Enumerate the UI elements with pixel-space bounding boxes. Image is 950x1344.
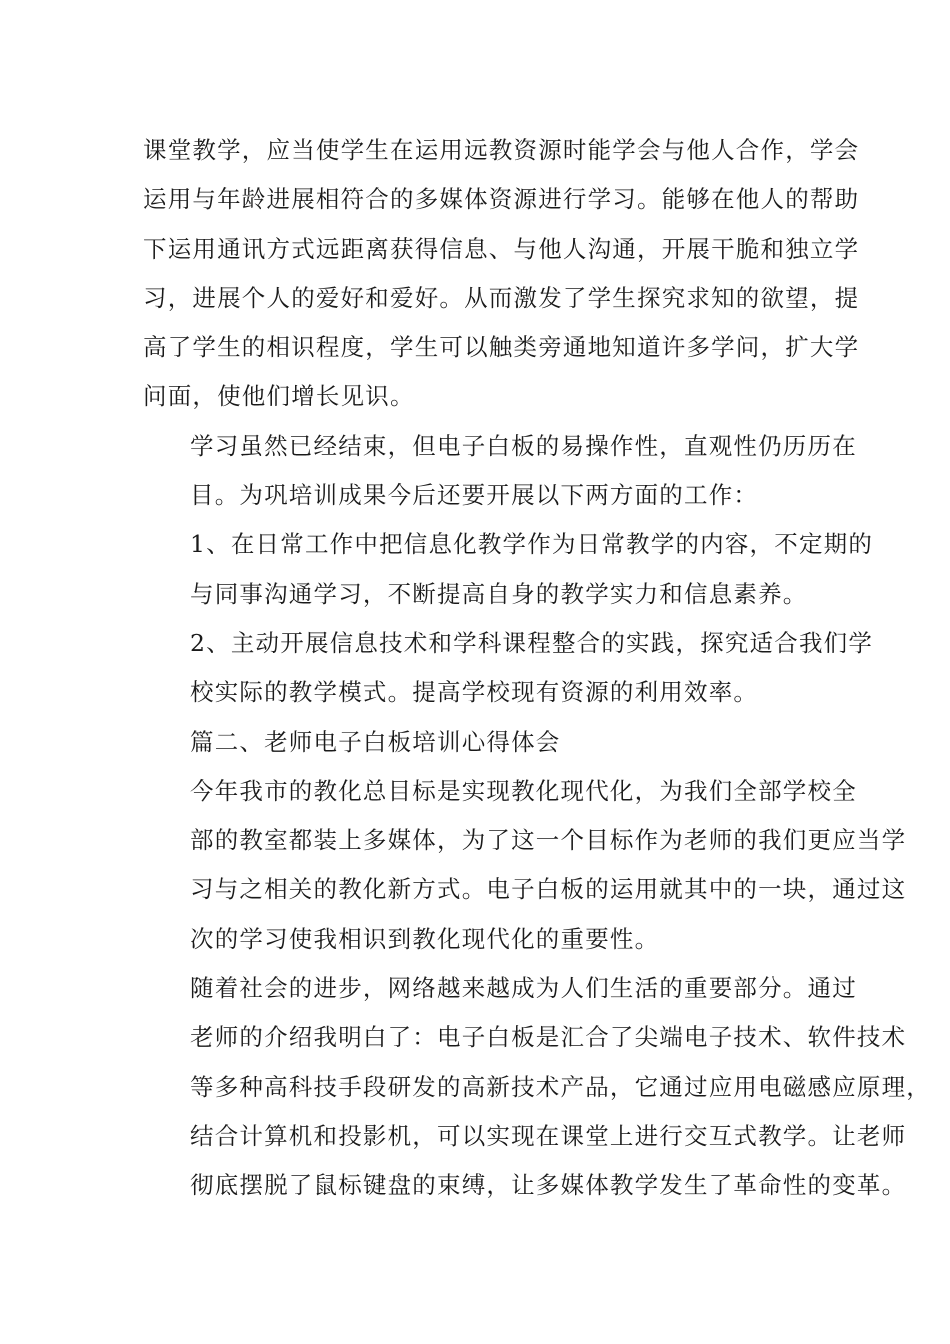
text-line: 随着社会的进步，网络越来越成为人们生活的重要部分。通过 bbox=[190, 974, 857, 1003]
paragraph bbox=[143, 520, 874, 619]
text-line: 彻底摆脱了鼠标键盘的束缚，让多媒体教学发生了革命性的变革。 bbox=[190, 1171, 907, 1200]
text-line: 习，进展个人的爱好和爱好。从而激发了学生探究求知的欲望，提 bbox=[143, 283, 860, 312]
text-line: 问面，使他们增长见识。 bbox=[143, 382, 415, 411]
text-line: 学习虽然已经结束，但电子白板的易操作性，直观性仍历历在 bbox=[190, 431, 857, 460]
text-line: 老师的介绍我明白了：电子白板是汇合了尖端电子技术、软件技术 bbox=[190, 1023, 907, 1052]
text-line: 运用与年龄进展相符合的多媒体资源进行学习。能够在他人的帮助 bbox=[143, 185, 860, 214]
paragraph bbox=[143, 718, 833, 767]
text-line: 1、在日常工作中把信息化教学作为日常教学的内容，不定期的 bbox=[190, 530, 874, 559]
text-line: 习与之相关的教化新方式。电子白板的运用就其中的一块，通过这 bbox=[190, 875, 907, 904]
text-line: 校实际的教学模式。提高学校现有资源的利用效率。 bbox=[190, 678, 759, 707]
text-line: 2、主动开展信息技术和学科课程整合的实践，探究适合我们学 bbox=[190, 628, 874, 657]
text-line: 部的教室都装上多媒体，为了这一个目标作为老师的我们更应当学 bbox=[190, 826, 907, 855]
paragraph bbox=[143, 422, 857, 521]
paragraph bbox=[143, 964, 931, 1210]
document-body bbox=[143, 126, 931, 1211]
text-line: 与同事沟通学习，不断提高自身的教学实力和信息素养。 bbox=[190, 579, 808, 608]
text-line: 结合计算机和投影机，可以实现在课堂上进行交互式教学。让老师 bbox=[190, 1121, 907, 1150]
paragraph bbox=[143, 126, 860, 422]
paragraph bbox=[143, 767, 907, 964]
text-line: 今年我市的教化总目标是实现教化现代化，为我们全部学校全 bbox=[190, 776, 857, 805]
text-line: 课堂教学，应当使学生在运用远教资源时能学会与他人合作，学会 bbox=[143, 136, 860, 164]
text-line: 下运用通讯方式远距离获得信息、与他人沟通，开展干脆和独立学 bbox=[143, 234, 860, 263]
text-line: 高了学生的相识程度，学生可以触类旁通地知道许多学问，扩大学 bbox=[143, 333, 860, 362]
text-line: 等多种高科技手段研发的高新技术产品，它通过应用电磁感应原理， bbox=[190, 1072, 931, 1101]
paragraph bbox=[143, 619, 874, 718]
text-line: 目。为巩培训成果今后还要开展以下两方面的工作： bbox=[190, 481, 759, 510]
text-line: 次的学习使我相识到教化现代化的重要性。 bbox=[190, 924, 660, 953]
text-line: 篇二、老师电子白板培训心得体会 bbox=[190, 727, 561, 756]
